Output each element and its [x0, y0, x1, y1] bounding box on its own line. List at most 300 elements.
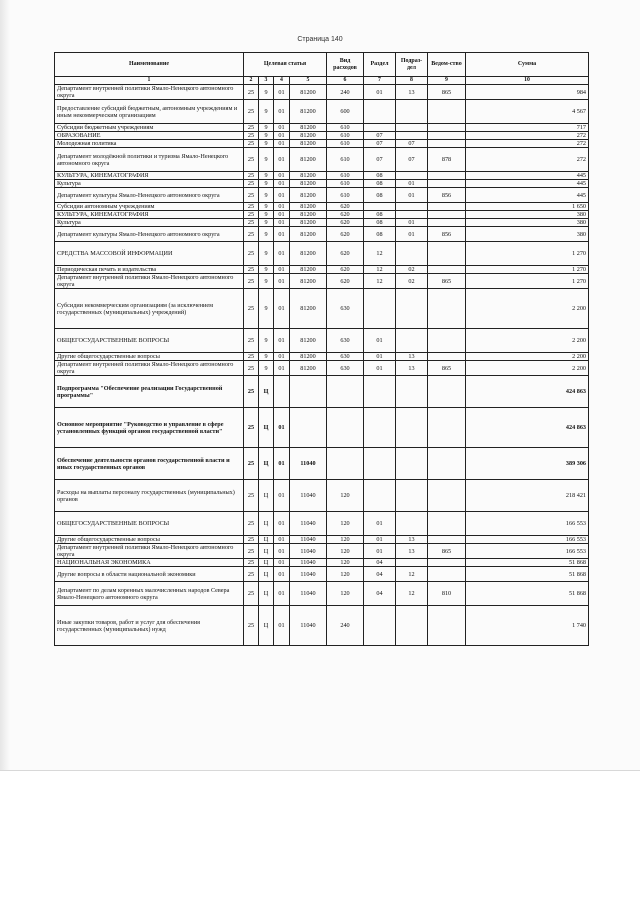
column-number: 1 [55, 77, 244, 85]
expense-type: 240 [327, 85, 364, 100]
target-code-3: 01 [274, 100, 290, 124]
section-code: 01 [364, 512, 396, 536]
target-code-4: 81200 [290, 124, 327, 132]
expense-type: 240 [327, 606, 364, 646]
target-code-1: 25 [244, 567, 259, 582]
department-code [428, 219, 466, 227]
target-code-1: 25 [244, 227, 259, 242]
target-code-3: 01 [274, 124, 290, 132]
section-code: 12 [364, 274, 396, 289]
department-code [428, 567, 466, 582]
department-code: 810 [428, 582, 466, 606]
row-sum: 1 740 [466, 606, 589, 646]
row-name: Предоставление субсидий бюджетным, автономным учреждениям и иным некоммерческим организациям [55, 100, 244, 124]
table-row [55, 567, 589, 582]
table-row [55, 148, 589, 172]
target-code-2: 9 [259, 289, 274, 329]
row-sum: 1 270 [466, 274, 589, 289]
target-code-3: 01 [274, 266, 290, 274]
row-name: Обеспечение деятельности органов государственной власти и иных государственных органов [55, 448, 244, 480]
target-code-1: 25 [244, 536, 259, 544]
section-code [364, 124, 396, 132]
department-code [428, 242, 466, 266]
column-number: 8 [396, 77, 428, 85]
target-code-4: 81200 [290, 227, 327, 242]
section-code: 04 [364, 567, 396, 582]
expense-type: 620 [327, 266, 364, 274]
target-code-2: Ц [259, 544, 274, 559]
column-number: 9 [428, 77, 466, 85]
expense-type: 620 [327, 274, 364, 289]
column-number: 10 [466, 77, 589, 85]
target-code-1: 25 [244, 132, 259, 140]
target-code-1: 25 [244, 100, 259, 124]
target-code-4: 81200 [290, 100, 327, 124]
target-code-3: 01 [274, 203, 290, 211]
expense-type: 120 [327, 480, 364, 512]
table-row [55, 274, 589, 289]
subsection-code: 12 [396, 567, 428, 582]
table-row [55, 85, 589, 100]
target-code-3: 01 [274, 567, 290, 582]
target-code-2: 9 [259, 140, 274, 148]
target-code-2: 9 [259, 353, 274, 361]
table-header [55, 53, 589, 85]
row-name: Департамент по делам коренных малочисленных народов Севера Ямало-Ненецкого автономного округа [55, 582, 244, 606]
table-row [55, 100, 589, 124]
target-code-4: 11040 [290, 606, 327, 646]
row-sum: 1 270 [466, 266, 589, 274]
department-code: 865 [428, 544, 466, 559]
target-code-3: 01 [274, 148, 290, 172]
row-name: Подпрограмма "Обеспечение реализации Государственной программы" [55, 376, 244, 408]
table-row [55, 480, 589, 512]
row-sum: 166 553 [466, 536, 589, 544]
table-row [55, 124, 589, 132]
target-code-1: 25 [244, 582, 259, 606]
table-row [55, 289, 589, 329]
target-code-1: 25 [244, 559, 259, 567]
department-code [428, 266, 466, 274]
row-sum: 272 [466, 140, 589, 148]
expense-type: 610 [327, 172, 364, 180]
row-sum: 2 200 [466, 289, 589, 329]
target-code-2: 9 [259, 148, 274, 172]
header-sum: Сумма [466, 53, 589, 77]
department-code [428, 448, 466, 480]
row-sum: 389 306 [466, 448, 589, 480]
header-name: Наименование [55, 53, 244, 77]
target-code-1: 25 [244, 289, 259, 329]
subsection-code: 13 [396, 536, 428, 544]
target-code-1: 25 [244, 219, 259, 227]
expense-type: 120 [327, 536, 364, 544]
table-row [55, 203, 589, 211]
row-name: Культура [55, 180, 244, 188]
column-number: 4 [274, 77, 290, 85]
row-sum: 1 270 [466, 242, 589, 266]
column-number: 5 [290, 77, 327, 85]
target-code-4: 81200 [290, 266, 327, 274]
target-code-3: 01 [274, 180, 290, 188]
row-name: Департамент культуры Ямало-Ненецкого автономного округа [55, 188, 244, 203]
department-code: 865 [428, 274, 466, 289]
target-code-1: 25 [244, 606, 259, 646]
subsection-code: 07 [396, 148, 428, 172]
target-code-2: Ц [259, 559, 274, 567]
target-code-1: 25 [244, 180, 259, 188]
target-code-2: 9 [259, 172, 274, 180]
subsection-code [396, 242, 428, 266]
department-code [428, 140, 466, 148]
page-number-label: Страница 140 [297, 36, 343, 43]
section-code: 08 [364, 227, 396, 242]
table-row [55, 242, 589, 266]
row-name: НАЦИОНАЛЬНАЯ ЭКОНОМИКА [55, 559, 244, 567]
target-code-4: 81200 [290, 219, 327, 227]
target-code-3: 01 [274, 219, 290, 227]
subsection-code [396, 203, 428, 211]
target-code-4: 81200 [290, 289, 327, 329]
department-code [428, 353, 466, 361]
department-code: 856 [428, 227, 466, 242]
expense-type: 620 [327, 203, 364, 211]
target-code-2: Ц [259, 567, 274, 582]
subsection-code: 02 [396, 274, 428, 289]
target-code-1: 25 [244, 188, 259, 203]
table-row [55, 266, 589, 274]
target-code-4: 11040 [290, 536, 327, 544]
department-code [428, 536, 466, 544]
target-code-4: 81200 [290, 85, 327, 100]
target-code-4: 81200 [290, 353, 327, 361]
target-code-4: 81200 [290, 203, 327, 211]
department-code: 865 [428, 85, 466, 100]
expense-type: 620 [327, 227, 364, 242]
target-code-1: 25 [244, 512, 259, 536]
expense-type: 630 [327, 361, 364, 376]
subsection-code: 02 [396, 266, 428, 274]
target-code-2: Ц [259, 448, 274, 480]
row-sum: 380 [466, 219, 589, 227]
expense-type: 610 [327, 180, 364, 188]
department-code [428, 408, 466, 448]
section-code: 08 [364, 211, 396, 219]
table-row [55, 211, 589, 219]
section-code: 01 [364, 361, 396, 376]
table-row [55, 512, 589, 536]
row-sum: 2 200 [466, 329, 589, 353]
target-code-3 [274, 376, 290, 408]
department-code: 865 [428, 361, 466, 376]
target-code-1: 25 [244, 85, 259, 100]
table-row [55, 353, 589, 361]
row-name: Департамент внутренней политики Ямало-Ненецкого автономного округа [55, 85, 244, 100]
table-row [55, 227, 589, 242]
subsection-code: 13 [396, 544, 428, 559]
target-code-3: 01 [274, 544, 290, 559]
row-sum: 984 [466, 85, 589, 100]
target-code-2: 9 [259, 124, 274, 132]
row-sum: 51 868 [466, 567, 589, 582]
section-code: 12 [364, 242, 396, 266]
column-number: 7 [364, 77, 396, 85]
department-code [428, 203, 466, 211]
target-code-2: Ц [259, 376, 274, 408]
subsection-code: 12 [396, 582, 428, 606]
target-code-3: 01 [274, 132, 290, 140]
department-code [428, 559, 466, 567]
target-code-2: 9 [259, 180, 274, 188]
table-row [55, 559, 589, 567]
row-sum: 166 553 [466, 544, 589, 559]
section-code: 01 [364, 353, 396, 361]
target-code-3: 01 [274, 361, 290, 376]
target-code-3: 01 [274, 172, 290, 180]
department-code [428, 172, 466, 180]
target-code-2: 9 [259, 203, 274, 211]
expense-type: 620 [327, 211, 364, 219]
target-code-2: Ц [259, 480, 274, 512]
subsection-code [396, 329, 428, 353]
subsection-code: 01 [396, 219, 428, 227]
target-code-4: 81200 [290, 188, 327, 203]
target-code-2: Ц [259, 536, 274, 544]
target-code-3: 01 [274, 536, 290, 544]
subsection-code [396, 512, 428, 536]
subsection-code [396, 124, 428, 132]
row-name: Другие общегосударственные вопросы [55, 536, 244, 544]
target-code-4 [290, 376, 327, 408]
subsection-code: 01 [396, 180, 428, 188]
row-sum: 424 863 [466, 376, 589, 408]
section-code [364, 100, 396, 124]
target-code-3: 01 [274, 559, 290, 567]
table-row [55, 329, 589, 353]
target-code-1: 25 [244, 376, 259, 408]
row-sum: 445 [466, 188, 589, 203]
row-sum: 1 650 [466, 203, 589, 211]
row-sum: 2 200 [466, 353, 589, 361]
row-name: Расходы на выплаты персоналу государственных (муниципальных) органов [55, 480, 244, 512]
target-code-1: 25 [244, 274, 259, 289]
target-code-1: 25 [244, 361, 259, 376]
department-code: 856 [428, 188, 466, 203]
department-code [428, 124, 466, 132]
target-code-4: 81200 [290, 242, 327, 266]
target-code-3: 01 [274, 85, 290, 100]
subsection-code [396, 211, 428, 219]
row-sum: 166 553 [466, 512, 589, 536]
target-code-1: 25 [244, 329, 259, 353]
row-name: Периодическая печать и издательства [55, 266, 244, 274]
target-code-2: Ц [259, 606, 274, 646]
expense-type: 630 [327, 329, 364, 353]
subsection-code [396, 448, 428, 480]
target-code-2: 9 [259, 132, 274, 140]
table-row [55, 408, 589, 448]
target-code-3: 01 [274, 188, 290, 203]
row-name: Другие вопросы в области национальной экономики [55, 567, 244, 582]
expense-type: 610 [327, 148, 364, 172]
table-row [55, 448, 589, 480]
target-code-1: 25 [244, 544, 259, 559]
target-code-1: 25 [244, 140, 259, 148]
target-code-3: 01 [274, 274, 290, 289]
department-code [428, 132, 466, 140]
expense-type: 120 [327, 567, 364, 582]
target-code-2: 9 [259, 219, 274, 227]
budget-table [54, 52, 589, 646]
table-row [55, 544, 589, 559]
row-name: Основное мероприятие "Руководство и управление в сфере установленных функций органов государственной власти" [55, 408, 244, 448]
section-code [364, 376, 396, 408]
department-code [428, 376, 466, 408]
expense-type: 610 [327, 188, 364, 203]
target-code-4: 81200 [290, 132, 327, 140]
target-code-3: 01 [274, 582, 290, 606]
section-code [364, 448, 396, 480]
department-code [428, 289, 466, 329]
department-code [428, 606, 466, 646]
department-code: 878 [428, 148, 466, 172]
department-code [428, 100, 466, 124]
header-subsection: Подраз-дел [396, 53, 428, 77]
row-name: КУЛЬТУРА, КИНЕМАТОГРАФИЯ [55, 172, 244, 180]
row-sum: 218 421 [466, 480, 589, 512]
target-code-4: 81200 [290, 274, 327, 289]
row-sum: 2 200 [466, 361, 589, 376]
subsection-code: 01 [396, 227, 428, 242]
target-code-1: 25 [244, 203, 259, 211]
expense-type: 120 [327, 559, 364, 567]
row-sum: 380 [466, 211, 589, 219]
subsection-code: 13 [396, 85, 428, 100]
target-code-1: 25 [244, 448, 259, 480]
target-code-2: 9 [259, 188, 274, 203]
expense-type: 620 [327, 219, 364, 227]
row-name: ОБРАЗОВАНИЕ [55, 132, 244, 140]
subsection-code: 07 [396, 140, 428, 148]
target-code-4: 11040 [290, 512, 327, 536]
target-code-3: 01 [274, 408, 290, 448]
section-code: 08 [364, 172, 396, 180]
subsection-code [396, 606, 428, 646]
target-code-3: 01 [274, 242, 290, 266]
target-code-4: 81200 [290, 148, 327, 172]
table-row [55, 172, 589, 180]
section-code [364, 408, 396, 448]
row-name: ОБЩЕГОСУДАРСТВЕННЫЕ ВОПРОСЫ [55, 329, 244, 353]
target-code-1: 25 [244, 172, 259, 180]
department-code [428, 180, 466, 188]
target-code-2: 9 [259, 242, 274, 266]
expense-type [327, 448, 364, 480]
target-code-2: 9 [259, 329, 274, 353]
table-row [55, 376, 589, 408]
table-row [55, 180, 589, 188]
subsection-code: 01 [396, 188, 428, 203]
expense-type: 600 [327, 100, 364, 124]
target-code-2: 9 [259, 85, 274, 100]
target-code-4: 81200 [290, 329, 327, 353]
row-sum: 380 [466, 227, 589, 242]
row-sum: 272 [466, 132, 589, 140]
expense-type: 620 [327, 242, 364, 266]
target-code-4: 81200 [290, 361, 327, 376]
section-code: 08 [364, 219, 396, 227]
row-name: КУЛЬТУРА, КИНЕМАТОГРАФИЯ [55, 211, 244, 219]
subsection-code [396, 100, 428, 124]
target-code-3: 01 [274, 140, 290, 148]
row-name: Департамент культуры Ямало-Ненецкого автономного округа [55, 227, 244, 242]
target-code-2: Ц [259, 512, 274, 536]
target-code-3: 01 [274, 211, 290, 219]
column-number: 6 [327, 77, 364, 85]
table-row [55, 219, 589, 227]
column-number-row [55, 77, 589, 85]
row-sum: 51 868 [466, 559, 589, 567]
target-code-3: 01 [274, 227, 290, 242]
subsection-code [396, 172, 428, 180]
row-name: Субсидии бюджетным учреждениям [55, 124, 244, 132]
table-row [55, 140, 589, 148]
header-section: Раздел [364, 53, 396, 77]
row-name: СРЕДСТВА МАССОВОЙ ИНФОРМАЦИИ [55, 242, 244, 266]
subsection-code: 13 [396, 361, 428, 376]
target-code-2: Ц [259, 408, 274, 448]
row-name: ОБЩЕГОСУДАРСТВЕННЫЕ ВОПРОСЫ [55, 512, 244, 536]
row-name: Молодежная политика [55, 140, 244, 148]
section-code: 01 [364, 536, 396, 544]
column-number: 3 [259, 77, 274, 85]
row-sum: 445 [466, 172, 589, 180]
section-code [364, 203, 396, 211]
target-code-4: 81200 [290, 211, 327, 219]
section-code [364, 289, 396, 329]
target-code-3: 01 [274, 329, 290, 353]
row-sum: 4 567 [466, 100, 589, 124]
subsection-code [396, 559, 428, 567]
section-code [364, 480, 396, 512]
section-code: 01 [364, 544, 396, 559]
table-row [55, 582, 589, 606]
target-code-2: 9 [259, 227, 274, 242]
expense-type: 630 [327, 353, 364, 361]
expense-type: 610 [327, 124, 364, 132]
target-code-4: 11040 [290, 559, 327, 567]
section-code: 07 [364, 140, 396, 148]
expense-type: 120 [327, 512, 364, 536]
table-row [55, 361, 589, 376]
target-code-1: 25 [244, 124, 259, 132]
subsection-code [396, 132, 428, 140]
row-name: Субсидии некоммерческим организациям (за исключением государственных (муниципальных) учреждений) [55, 289, 244, 329]
row-sum: 424 863 [466, 408, 589, 448]
header-target-article: Целевая статья [244, 53, 327, 77]
target-code-4: 11040 [290, 480, 327, 512]
target-code-4 [290, 408, 327, 448]
expense-type [327, 408, 364, 448]
target-code-2: 9 [259, 211, 274, 219]
department-code [428, 512, 466, 536]
row-name: Другие общегосударственные вопросы [55, 353, 244, 361]
target-code-4: 81200 [290, 172, 327, 180]
target-code-3: 01 [274, 606, 290, 646]
target-code-4: 81200 [290, 180, 327, 188]
row-name: Иные закупки товаров, работ и услуг для обеспечения государственных (муниципальных) нужд [55, 606, 244, 646]
table-row [55, 132, 589, 140]
